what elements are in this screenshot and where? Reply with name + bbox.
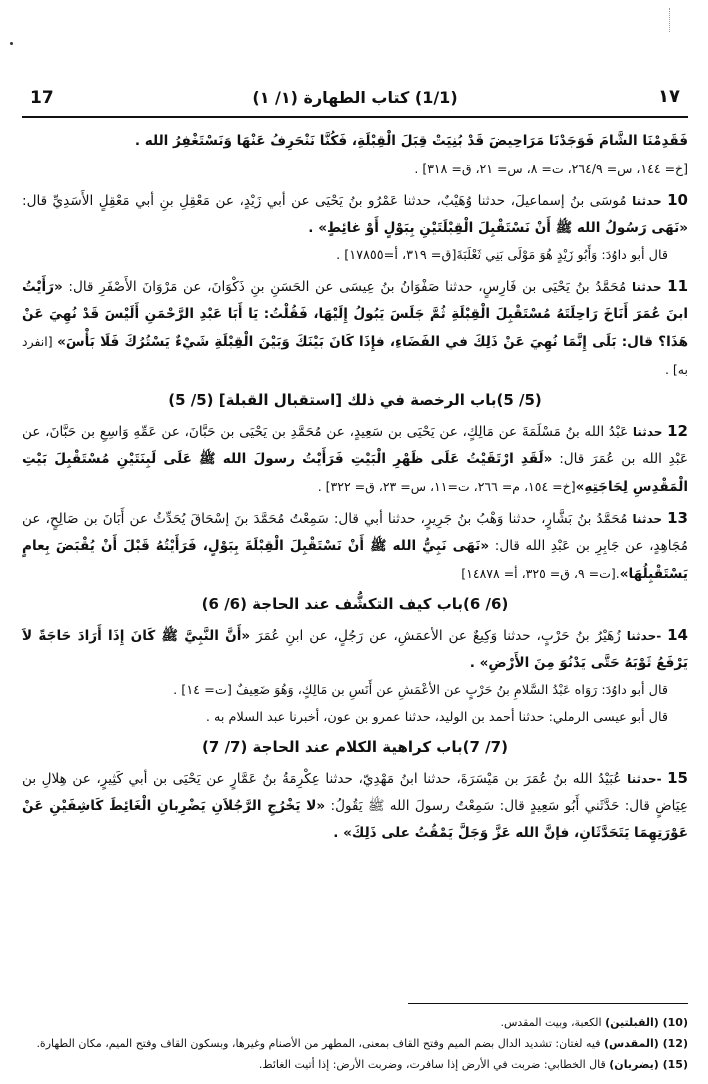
- matn-text: «رَأَيْتُ ابنَ عُمَرَ أَنَاخَ رَاحِلَتَهُ مُسْتَقْبِلَ الْقِبْلَةِ ثُمَّ جَلَسَ يَبُولُ إِلَيْهَا، فَقُلْتُ: يَا أَبَا عَبْدِ الرَّحْمَنِ أَلَيْسَ قَدْ نُهِيَ عَنْ هَذَا؟ قال: بَلَى إِنَّمَا نُهِيَ عَنْ ذَلِكَ في الفَضَاءِ، فإِذَا كَانَ بَيْنَكَ وَبَيْنَ الْقِبْلَةِ شَيْءٌ يَسْتُرُكَ فَلَا بَأْسَ»: [22, 279, 689, 350]
- footnote: [22, 1033, 688, 1054]
- page-number-arabic: ١٧: [658, 86, 680, 107]
- footnote-separator: [408, 1003, 688, 1004]
- hadith-12: [22, 418, 688, 501]
- haddathana-label: -حدثنا: [626, 629, 662, 643]
- reference: [خ= ١٥٤، م= ٢٦٦، ت=١١، س= ٢٣، ق= ٣٢٢] .: [317, 479, 576, 494]
- page-number-latin: 17: [30, 88, 54, 108]
- hadith-number: 15: [667, 769, 688, 787]
- matn-text: «لَقَدِ ارْتَقَيْتُ عَلَى ظَهْرِ الْبَيْتِ فَرَأَيْتُ رسولَ الله ﷺ عَلَى لَبِنَتَيْنِ مُسْتَقْبِلَ بَيْتِ الْمَقْدِسِ لِحَاجَتِهِ»: [22, 451, 688, 495]
- footnote-key: (15) (يضربان): [609, 1058, 688, 1071]
- reference: .[ت= ٩، ق= ٣٢٥، أ= ١٤٨٧٨]: [461, 566, 620, 581]
- chapter-heading-5: (5/ 5)باب الرخصة في ذلك [استقبال القبلة] (5/ 5): [168, 391, 542, 409]
- haddathana-label: حدثنا: [632, 194, 662, 208]
- haddathana-label: -حدثنا: [627, 772, 662, 786]
- footnote-text: فيه لغتان: تشديد الدال بضم الميم وفتح القاف بمعنى، المطهر من الأصنام وغيرها، وبسكون القاف وفتح الميم، مكان الطهارة.: [36, 1037, 605, 1050]
- page-header: [22, 86, 688, 118]
- isnad-text: زُهَيْرُ بنُ حَرْبٍ، حدثنا وَكِيعٌ عن الأعمَشِ، عن رَجُلٍ، عن ابنِ عُمَرَ: [250, 628, 627, 644]
- isnad-text: مُوسَى بنُ إسماعيلَ، حدثنا وُهَيْبٌ، حدثنا عَمْرُو بنُ يَحْيَى عن أبي زَيْدٍ، عن مَعْقِلِ بنِ أبي مَعْقِلٍ الأَسَدِيِّ قال:: [22, 193, 633, 209]
- reference: [انفرد به] .: [22, 334, 688, 377]
- footnote-text: قال الخطابي: ضربت في الأرض إذا سافرت، وضربت الأرض: إذا أتيت الغائط.: [258, 1058, 610, 1071]
- matn-text: «نَهَى نَبِيُّ الله ﷺ أَنْ نَسْتَقْبِلَ الْقِبْلَةَ بِبَوْلٍ، فَرَأَيْتُهُ قَبْلَ أَنْ يُقْبَضَ بِعامٍ يَسْتَقْبِلُهَا»: [22, 538, 688, 582]
- hadith-number: 12: [667, 422, 688, 440]
- abu-dawud-note: قال أبو داوُدَ: وَأَبُو زَيْدٍ هُوَ مَوْلَى بَنِي ثَعْلَبَةَ[ق= ٣١٩، أ=١٧٨٥٥] .: [336, 248, 668, 263]
- hadith-number: 14: [667, 626, 688, 644]
- matn-text: «أَنَّ النَّبِيَّ ﷺ كَانَ إِذَا أَرَادَ حَاجَةً لاَ يَرْفَعُ ثَوْبَهُ حَتَّى يَدْنُوَ مِنَ الأَرْضِ» .: [22, 628, 688, 671]
- haddathana-label: حدثنا: [632, 512, 663, 526]
- hadith-number: 13: [667, 509, 688, 527]
- footnote-key: (10) (القبلتين): [605, 1016, 688, 1029]
- hadith-15: [22, 765, 688, 847]
- scan-speck: [10, 42, 13, 45]
- matn-text: «لا يَخْرُجِ الرَّجُلاَنِ يَضْرِبانِ الْغَائِطَ كَاشِفَيْنِ عَنْ عَوْرَتِهِمَا يَتَحَدَّثَانِ، فإنَّ الله عَزَّ وَجَلَّ يَمْقُتُ على ذَلِكَ» .: [22, 798, 688, 841]
- hadith-14: [22, 622, 688, 677]
- haddathana-label: حدثنا: [632, 425, 663, 439]
- hadith-10: [22, 187, 688, 242]
- page-body: [22, 128, 688, 847]
- footnote-text: الكعبة، وبيت المقدس.: [500, 1016, 606, 1029]
- isnad-text: مُحَمَّدُ بنُ يَحْيَى بن فَارِسٍ، حدثنا صَفْوَانُ بنُ عِيسَى عن الحَسَنِ بنِ ذَكْوَانَ، عن مَرْوَانَ الأَصْفَرِ قال:: [62, 279, 632, 295]
- hadith-11: [22, 273, 688, 384]
- intro-reference: [خ= ١٤٤، س= ٢٦٤/٩، ت= ٨، س= ٢١، ق= ٣١٨] .: [414, 161, 688, 176]
- haddathana-label: حدثنا: [631, 280, 662, 294]
- chapter-heading-7: (7/ 7)باب كراهية الكلام عند الحاجة (7/ 7): [202, 738, 508, 756]
- intro-line: فَقَدِمْنَا الشَّامَ فَوَجَدْنَا مَرَاحِيضَ قَدْ بُنِيَتْ قِبَلَ الْقِبْلَةِ، فَكُنَّا نَنْحَرِفُ عَنْهَا وَنَسْتَغْفِرُ الله .: [134, 133, 688, 149]
- chapter-heading-6: (6/ 6)باب كيف التكشُّف عند الحاجة (6/ 6): [201, 595, 509, 613]
- isnad-text: مُحَمَّدُ بنُ بَشَّارٍ، حدثنا وَهْبُ بنُ جَرِيرٍ، حدثنا أبي قال: سَمِعْتُ مُحَمَّدَ بنَ إسْحَاقَ يُحَدِّثُ عن أَبَانَ بن صَالِحٍ، عن مُجَاهِدٍ، عن جَابِرِ بن عَبْدِ الله قال:: [22, 511, 688, 554]
- isnad-text: عَبْدُ الله بنُ مَسْلَمَةَ عن مَالِكٍ، عن يَحْيَى بن سَعِيدٍ، عن مُحَمَّدِ بن يَحْيَى بن حَبَّانَ، عن عَمِّهِ وَاسِعِ بن حَبَّانَ، عن عَبْدِ الله بن عُمَرَ قال:: [22, 424, 689, 467]
- matn-text: «نَهَى رَسُولُ الله ﷺ أَنْ نَسْتَقْبِلَ الْقِبْلَتَيْنِ بِبَوْلٍ أَوْ غائِطٍ» .: [308, 220, 688, 236]
- footnote: [22, 1012, 688, 1033]
- isnad-text: عُبَيْدُ الله بنُ عُمَرَ بن مَيْسَرَةَ، حدثنا ابنُ مَهْدِيّ، حدثنا عِكْرِمَةُ بنُ عَمَّارٍ عن يَحْيَى بن أبي كَثِيرٍ، عن هِلالِ بن عِيَاضٍ قال: حَدَّثَني أَبُو سَعِيدٍ قال: سَمِعْتُ رسولَ الله ﷺ يَقُولُ:: [22, 771, 688, 814]
- footnote: [22, 1054, 688, 1075]
- hadith-13: [22, 505, 688, 588]
- ramli-note: قال أبو عيسى الرملي: حدثنا أحمد بن الوليد، حدثنا عمرو بن عون، أخبرنا عبد السلام به .: [205, 710, 668, 725]
- scan-margin-mark: [669, 8, 680, 32]
- abu-dawud-note: قال أبو داوُدَ: رَوَاه عَبْدُ السَّلامِ بنُ حَرْبٍ عن الأعْمَشِ عن أَنَسِ بن مَالِكٍ، وَهُوَ ضَعِيفٌ [ت= ١٤] .: [173, 683, 668, 698]
- footnote-key: (12) (المقدس): [604, 1037, 688, 1050]
- hadith-number: 10: [667, 191, 688, 209]
- running-title: (1/1) كتاب الطهارة (١/ ١): [252, 88, 458, 107]
- hadith-number: 11: [667, 277, 689, 295]
- footnotes: [22, 1012, 688, 1075]
